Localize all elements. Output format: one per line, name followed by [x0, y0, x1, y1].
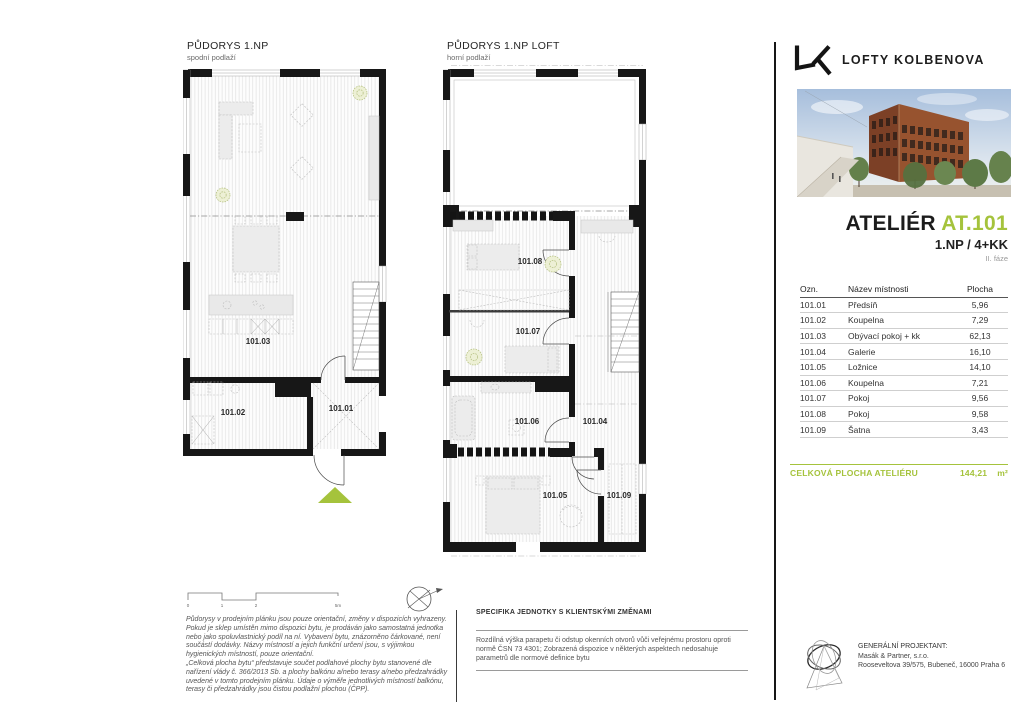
scale-tick-5m: 5m: [334, 603, 342, 608]
scale-tick-1: 1: [220, 603, 224, 608]
building-render-image: [797, 89, 1011, 197]
unit-headline: [760, 212, 1008, 263]
cell-ozn: 101.06: [800, 377, 826, 388]
cell-ozn: 101.03: [800, 331, 826, 342]
specifics-rule-bottom: [476, 670, 748, 671]
table-row: [800, 313, 1008, 329]
col-header-nazev: Název místnosti: [848, 284, 909, 295]
cell-nazev: Galerie: [848, 346, 876, 357]
table-row: [800, 329, 1008, 345]
entrance-arrow: [318, 487, 352, 503]
compass-icon: [400, 582, 446, 618]
scale-tick-0: 0: [186, 603, 190, 608]
architect-address: Rooseveltova 39/575, Bubeneč, 16000 Praha 6: [858, 662, 1006, 669]
cell-nazev: Obývací pokoj + kk: [848, 331, 921, 342]
unit-specifics: [476, 608, 748, 671]
plan-loft-subtitle: horní podlaží: [447, 53, 491, 62]
unit-phase: II. fáze: [985, 254, 1008, 263]
room-label-101-05: 101.05: [542, 491, 568, 500]
specifics-heading: SPECIFIKA JEDNOTKY S KLIENTSKÝMI ZMĚNAMI: [476, 609, 652, 616]
total-area-value: 144,21: [960, 468, 988, 478]
room-label-101-06: 101.06: [514, 417, 540, 426]
cell-plocha: 9,58: [971, 409, 989, 420]
total-area-unit: m²: [997, 468, 1008, 478]
table-row: [800, 422, 1008, 438]
disclaimer-paragraph-2: „Celková plocha bytu“ představuje součet podlahové plochy bytu stanovené dle nařízení vlády č. 366/2013 Sb. a plochy balkónu a/nebo terasy a/nebo předzahrádky uvedené v tomto prodejním plánku. Údaje o výměře jednotlivých místností balkónu, terasy či předzahrádky jsou čistou podlažní plochou (ČPP).: [186, 659, 448, 694]
cell-nazev: Koupelna: [848, 315, 884, 326]
cell-nazev: Šatna: [848, 424, 871, 435]
architect-role: GENERÁLNÍ PROJEKTANT:: [858, 643, 948, 650]
table-row: [800, 407, 1008, 423]
unit-title: [760, 212, 1008, 236]
architect-company: Masák & Partner, s.r.o.: [858, 652, 929, 660]
architect-info: [858, 642, 1005, 671]
plan-1np-subtitle: spodní podlaží: [187, 53, 236, 62]
cell-ozn: 101.08: [800, 409, 826, 420]
table-row: [800, 360, 1008, 376]
cell-plocha: 7,29: [971, 315, 989, 326]
cell-ozn: 101.05: [800, 362, 826, 373]
table-row: [800, 391, 1008, 407]
cell-nazev: Předsíň: [848, 299, 878, 310]
cell-nazev: Pokoj: [848, 409, 870, 420]
room-label-101-09: 101.09: [606, 491, 632, 500]
room-table-header: [800, 282, 1008, 298]
plan-1np-header: [187, 40, 269, 62]
plan-loft-title: PŮDORYS 1.NP LOFT: [447, 40, 560, 52]
sidebar-divider: [774, 42, 776, 700]
scale-bar: [186, 584, 356, 614]
col-header-ozn: Ozn.: [800, 284, 818, 295]
room-label-101-03: 101.03: [245, 337, 271, 346]
cell-nazev: Ložnice: [848, 362, 878, 373]
architect-logo-icon: [797, 634, 853, 694]
specifics-text: Rozdílná výška parapetu či odstup okenních otvorů vůči veřejnému prostoru oproti normě ČSN 73 4301; Zobrazená dispozice v některých aspektech nedosahuje parametrů dle normové definice bytu: [476, 637, 731, 662]
unit-number: AT.101: [941, 212, 1008, 235]
cell-plocha: 5,96: [971, 299, 989, 310]
table-row: [800, 298, 1008, 314]
total-area-label: CELKOVÁ PLOCHA ATELIÉRU: [790, 468, 919, 478]
col-header-plocha: Plocha: [967, 284, 993, 295]
table-row: [800, 344, 1008, 360]
cell-plocha: 16,10: [969, 346, 991, 357]
plan-1np-title: PŮDORYS 1.NP: [187, 40, 269, 52]
cell-plocha: 3,43: [971, 424, 989, 435]
cell-ozn: 101.02: [800, 315, 826, 326]
cell-plocha: 14,10: [969, 362, 991, 373]
disclaimer-paragraph-1: Půdorysy v prodejním plánku jsou pouze orientační, změny v dispozicích vyhrazeny. Pokud je sklep umístěn mimo dispozici bytu, je prodáván jako samostatná jednotka nebo jako spoluvlastnický podíl na ní. Vybavení bytu, znázorněno čárkované, není součástí dodávky. Názvy místností a jejich funkční určení jsou, s výjimkou hygienických místností, pouze orientační.: [186, 616, 447, 659]
notes-divider: [456, 610, 457, 702]
total-area-row: [790, 464, 1008, 478]
cell-nazev: Pokoj: [848, 393, 870, 404]
cell-ozn: 101.01: [800, 299, 826, 310]
disclaimer-notes: [186, 616, 449, 695]
cell-plocha: 62,13: [969, 331, 991, 342]
table-row: [800, 376, 1008, 392]
floor-plan-loft: [443, 64, 653, 559]
room-label-101-08: 101.08: [517, 257, 543, 266]
unit-layout: 1.NP / 4+KK: [934, 237, 1008, 252]
void-open-to-below: [450, 66, 643, 212]
cell-plocha: 7,21: [971, 377, 989, 388]
cell-ozn: 101.09: [800, 424, 826, 435]
cell-ozn: 101.07: [800, 393, 826, 404]
brand-name: LOFTY KOLBENOVA: [842, 53, 985, 67]
plan-loft-header: [447, 40, 560, 62]
cell-plocha: 9,56: [971, 393, 989, 404]
floor-plan-1np: [183, 64, 393, 514]
room-label-101-01: 101.01: [328, 404, 354, 413]
unit-type: ATELIÉR: [845, 212, 936, 235]
staircase-1np: [353, 282, 379, 370]
room-label-101-02: 101.02: [220, 408, 246, 417]
cell-ozn: 101.04: [800, 346, 826, 357]
scale-tick-2: 2: [254, 603, 258, 608]
room-table: [800, 282, 1008, 438]
cell-nazev: Koupelna: [848, 377, 884, 388]
room-label-101-04: 101.04: [582, 417, 608, 426]
room-label-101-07: 101.07: [515, 327, 541, 336]
specifics-rule-top: [476, 630, 748, 631]
lk-logo-icon: [792, 44, 832, 76]
